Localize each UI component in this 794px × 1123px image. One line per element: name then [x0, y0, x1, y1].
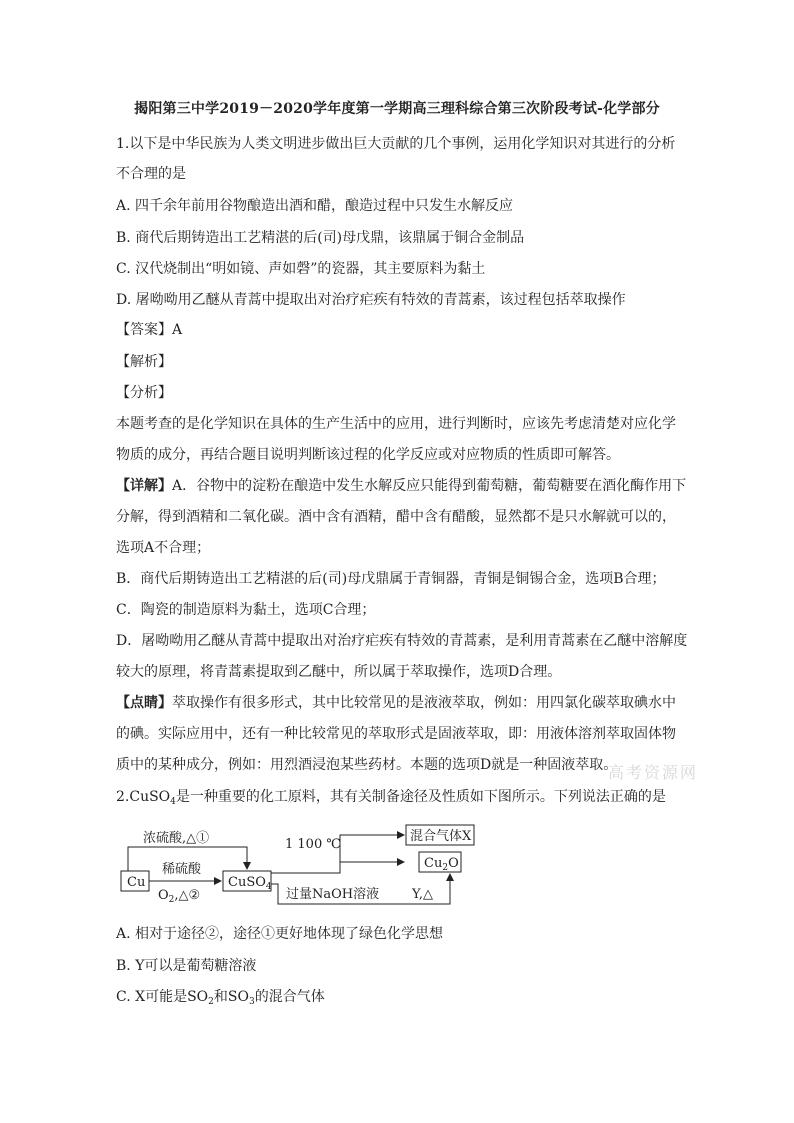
q1-analysis-line1: 本题考查的是化学知识在具体的生产生活中的应用，进行判断时，应该先考虑清楚对应化学 — [116, 416, 676, 432]
route1-label: 浓硫酸,△① — [143, 831, 210, 846]
naoh-label: 过量NaOH溶液 — [286, 887, 380, 902]
q2-option-a: A. 相对于途径②，途径①更好地体现了绿色化学思想 — [116, 926, 444, 942]
q1-tip-line3: 质中的某种成分，例如：用烈酒浸泡某些药材。本题的选项D就是一种固液萃取。 — [116, 757, 618, 773]
q1-tip-line2: 的碘。实际应用中，还有一种比较常见的萃取形式是固液萃取，即：用液体溶剂萃取固体物 — [116, 726, 676, 742]
q1-jiexi-label: 【解析】 — [116, 354, 172, 370]
q1-option-a: A. 四千余年前用谷物酿造出酒和醋，酿造过程中只发生水解反应 — [116, 198, 514, 214]
page-title: 揭阳第三中学2019－2020学年度第一学期高三理科综合第三次阶段考试-化学部分 — [134, 101, 660, 117]
cuso4-reaction-diagram — [118, 818, 478, 906]
cuso4-label: CuSO$_4$ — [228, 875, 272, 892]
q1-tip-label: 【点睛】 — [116, 695, 172, 711]
q1-detail-line2: 分解，得到酒精和二氧化碳。酒中含有酒精，醋中含有醋酸，显然都不是只水解就可以的， — [116, 509, 676, 525]
q1-detail-line4: B．商代后期铸造出工艺精湛的后(司)母戊鼎属于青铜器，青铜是铜锡合金，选项B合理； — [116, 571, 666, 587]
q1-stem-line2: 不合理的是 — [116, 166, 186, 182]
mixgas-label: 混合气体X — [410, 829, 472, 844]
q1-detail-line6: D．屠呦呦用乙醚从青蒿中提取出对治疗疟疾有特效的青蒿素，是利用青蒿素在乙醚中溶解度 — [116, 633, 688, 649]
q1-option-c: C. 汉代烧制出“明如镜、声如磬”的瓷器，其主要原料为黏土 — [116, 261, 486, 277]
q1-detail-line7: 较大的原理，将青蒿素提取到乙醚中，所以属于萃取操作，选项D合理。 — [116, 664, 562, 680]
q2-option-b: B. Y可以是葡萄糖溶液 — [116, 958, 257, 974]
y-heat-label: Y,△ — [412, 887, 434, 902]
q1-detail-line3: 选项A不合理； — [116, 540, 211, 556]
q1-stem-line1: 1.以下是中华民族为人类文明进步做出巨大贡献的几个事例，运用化学知识对其进行的分析 — [116, 136, 676, 152]
cu-label: Cu — [127, 875, 146, 890]
watermark: 高考资源网 — [608, 763, 699, 782]
q1-detail-label: 【详解】 — [116, 478, 172, 494]
q1-detail-text1: A．谷物中的淀粉在酿造中发生水解反应只能得到葡萄糖，葡萄糖要在酒化酶作用下 — [172, 478, 687, 494]
q2-option-c: C. X可能是$SO_2$和$SO_3$的混合气体 — [116, 989, 325, 1007]
temp-label: 1 100 ℃ — [285, 837, 341, 852]
q1-answer: 【答案】A — [116, 322, 183, 338]
q1-detail-line5: C．陶瓷的制造原料为黏土，选项C合理； — [116, 602, 376, 618]
q2-stem: 2.CuSO$_4$是一种重要的化工原料，其有关制备途径及性质如下图所示。下列说法正确的是 — [116, 789, 666, 807]
q1-analysis-line2: 物质的成分，再结合题目说明判断该过程的化学反应或对应物质的性质即可解答。 — [116, 447, 620, 463]
q1-detail-line1 — [116, 476, 696, 496]
q1-option-b: B. 商代后期铸造出工艺精湛的后(司)母戊鼎，该鼎属于铜合金制品 — [116, 230, 525, 246]
q1-option-d: D. 屠呦呦用乙醚从青蒿中提取出对治疗疟疾有特效的青蒿素，该过程包括萃取操作 — [116, 292, 626, 308]
cu2o-label: $Cu_2O$ — [424, 856, 459, 873]
q1-tip-line1 — [116, 693, 696, 713]
q1-tip-text1: 萃取操作有很多形式，其中比较常见的是液液萃取，例如：用四氯化碳萃取碘水中 — [172, 695, 676, 711]
q1-fenxi-label: 【分析】 — [116, 385, 172, 401]
route2-bottom-label: $O_2,\triangle ②$ — [158, 888, 201, 905]
route2-top-label: 稀硫酸 — [162, 862, 202, 877]
